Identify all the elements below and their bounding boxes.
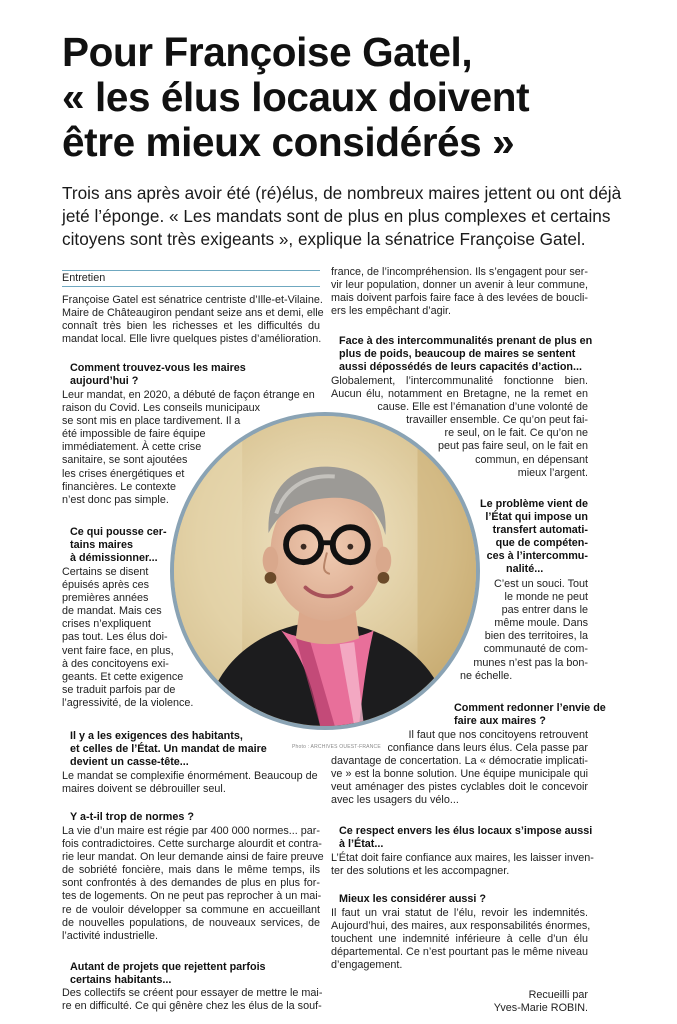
text-line: de mandat. Mais ces — [62, 605, 162, 618]
text-line: ers les empêchant d’agir. — [331, 305, 452, 318]
question-line: ces à l’intercommu- — [486, 550, 588, 563]
question-5 — [70, 961, 266, 987]
answer-5-continued — [331, 266, 588, 318]
text-line: Aucun élu, notamment en Bretagne, ne la remet en — [331, 388, 588, 401]
text-line: vir leur population, donner un avenir à leur commune, — [331, 279, 588, 292]
text-line: re de vouloir développer sa commune en accueillant — [62, 903, 320, 916]
text-line: Leur mandat, en 2020, a débuté de façon étrange en — [62, 389, 315, 401]
portrait-illustration — [174, 416, 476, 726]
text-line: fois contradictoires. Cette surcharge alourdit et contra- — [62, 838, 322, 851]
text-line: financières. Le contexte — [62, 480, 177, 493]
lead-line: jeté l’éponge. « Les mandats sont de plus en plus complexes et certains — [62, 206, 611, 226]
text-line: sanitaire, se sont ajoutées — [62, 454, 188, 467]
text-line: été impossible de faire équipe — [62, 428, 206, 441]
kicker-label: Entretien — [62, 272, 106, 284]
text-line: les crises énergétiques et — [62, 467, 185, 480]
text-line: à des concitoyens exi- — [62, 657, 169, 670]
question-4 — [70, 811, 194, 824]
text-line: pas entrer dans le — [501, 604, 588, 617]
text-line: veut aménager des pistes cyclables doit le concevoir — [331, 781, 588, 794]
question-line: faire aux maires ? — [454, 715, 546, 728]
text-line: rie leur mandat. On leur demande ainsi de faire preuve — [62, 851, 324, 864]
answer-9 — [331, 852, 594, 878]
text-line: tes de logements. On ne peut pas reprocher à un mai- — [62, 890, 322, 903]
text-line: Globalement, l’intercommunalité fonctionne bien. — [331, 375, 588, 387]
question-9 — [339, 825, 592, 851]
answer-4 — [62, 825, 324, 943]
question-7 — [470, 498, 588, 577]
text-line: premières années — [62, 592, 149, 605]
text-line: l’agressivité, de la violence. — [62, 696, 194, 709]
question-line: devient un casse-tête... — [70, 756, 189, 769]
answer-5 — [62, 987, 323, 1013]
question-line: Ce respect envers les élus locaux s’impose aussi — [339, 825, 593, 837]
question-line: à l’État... — [339, 838, 384, 851]
question-line: l’État qui impose un — [485, 511, 588, 524]
text-line: davantage de concertation. La « démocratie implicati- — [331, 755, 588, 768]
question-line: tains maires — [70, 539, 134, 552]
lead-paragraph — [62, 182, 622, 251]
text-line: france, de l’incompréhension. Ils s’engagent pour ser- — [331, 266, 588, 278]
kicker-rule-bottom — [62, 286, 320, 287]
text-line: maires doivent se débrouiller seul. — [62, 783, 226, 796]
text-line: Le mandat se complexifie énormément. Beaucoup de — [62, 770, 318, 782]
question-line: nalité... — [506, 563, 544, 576]
portrait-photo — [170, 412, 480, 730]
headline-line-2: « les élus locaux doivent — [62, 74, 530, 120]
question-line: Il y a les exigences des habitants, — [70, 730, 243, 742]
text-line: crises n’expliquent — [62, 618, 151, 631]
question-line: Autant de projets que rejettent parfois — [70, 961, 266, 973]
text-line: se sont mis en place tardivement. Il a — [62, 415, 241, 428]
text-line: bien des territoires, la — [484, 630, 588, 643]
text-line: Certains se disent — [62, 566, 149, 578]
text-line: de sobriété foncière, mais dans le même temps, ils — [62, 864, 320, 877]
text-line: geants. Et cette exigence — [62, 670, 184, 683]
question-line: Face à des intercommunalités prenant de plus en — [339, 335, 593, 347]
text-line: mieux l’argent. — [517, 466, 588, 479]
question-line: certains habitants... — [70, 974, 172, 987]
question-line: plus de poids, beaucoup de maires se sentent — [339, 348, 576, 361]
text-line: re en difficulté. Ce qui gênère chez les élus de la souf- — [62, 1000, 322, 1013]
question-line: transfert automati- — [492, 524, 588, 537]
text-line: Des collectifs se créent pour essayer de mettre le mai- — [62, 987, 323, 999]
text-line: sont confrontés à des demandes de plus en plus for- — [62, 877, 320, 890]
headline — [62, 30, 662, 165]
text-line: communauté de com- — [483, 643, 588, 656]
question-line: et celles de l’État. Un mandat de maire — [70, 743, 267, 756]
text-line: La vie d’un maire est régie par 400 000 normes... par- — [62, 825, 320, 837]
lead-line: Trois ans après avoir été (ré)élus, de nombreux maires jettent ou ont déjà — [62, 183, 622, 203]
question-line: Ce qui pousse cer- — [70, 526, 167, 538]
text-line: Françoise Gatel est sénatrice centriste d’Ille-et-Vilaine. — [62, 294, 323, 306]
text-line: munes n’est pas la bon- — [473, 656, 588, 669]
question-line: Le problème vient de — [480, 498, 588, 510]
text-line: vent faire face, en plus, — [62, 644, 174, 657]
text-line: pas tout. Les élus doi- — [62, 631, 168, 644]
text-line: Aujourd’hui, des maires, aux responsabilités énormes, — [331, 920, 591, 933]
text-line: immédiatement. À cette crise — [62, 441, 202, 454]
question-6 — [339, 335, 592, 374]
text-line: cause. Elle est l’émanation d’une volonté de — [377, 401, 588, 414]
signature-line: Yves-Marie ROBIN. — [493, 1002, 588, 1015]
answer-3 — [62, 770, 320, 796]
question-8 — [454, 702, 606, 728]
question-line: Mieux les considérer aussi ? — [339, 893, 487, 905]
text-line: re seul, on le fait. Ce qu’on ne — [444, 427, 588, 440]
question-3 — [70, 730, 267, 769]
photo-credit: Photo : ARCHIVES OUEST-FRANCE — [292, 744, 381, 750]
text-line: mandat local. Elle livre quelques pistes d’amélioration. — [62, 333, 322, 346]
text-line: ve » est la bonne solution. Une équipe municipale qui — [331, 768, 588, 781]
question-2 — [70, 526, 167, 565]
text-line: connaît très bien les richesses et les difficultés du — [62, 320, 320, 333]
text-line: confiance dans leurs élus. Cela passe par — [387, 742, 588, 755]
text-line: même moule. Dans — [494, 617, 588, 630]
text-line: travailler ensemble. Ce qu’on peut fai- — [406, 414, 588, 427]
text-line: d’engagement. — [331, 959, 403, 972]
text-line: raison du Covid. Les conseils municipaux — [62, 402, 261, 415]
headline-line-1: Pour Françoise Gatel, — [62, 29, 473, 75]
text-line: départemental. Ce n’est pourtant pas le même niveau — [331, 946, 588, 959]
text-line: Il faut un vrai statut de l’élu, revoir les indemnités. — [331, 907, 588, 919]
text-line: ter des solutions et les accompagner. — [331, 865, 510, 878]
question-line: à démissionner... — [70, 552, 158, 565]
text-line: L’État doit faire confiance aux maires, les laisser inven- — [331, 852, 594, 864]
text-line: peut pas faire seul, on le fait en — [437, 440, 588, 453]
question-1 — [70, 362, 246, 388]
text-line: de nouvelles populations, de nouveaux services, de — [62, 916, 320, 929]
text-line: se traduit parfois par de — [62, 683, 176, 696]
question-line: Y a-t-il trop de normes ? — [70, 811, 194, 823]
signature — [470, 989, 588, 1015]
answer-7 — [460, 578, 588, 683]
lead-line: citoyens sont très exigeants », explique la sénatrice Françoise Gatel. — [62, 229, 586, 249]
kicker-rule-top — [62, 270, 320, 271]
text-line: épuisés après ces — [62, 579, 150, 592]
text-line: ne échelle. — [460, 669, 513, 682]
text-line: l’activité industrielle. — [62, 929, 159, 942]
intro-paragraph — [62, 294, 324, 346]
headline-line-3: être mieux considérés » — [62, 119, 515, 165]
text-line: commun, en dépensant — [475, 453, 588, 466]
text-line: Il faut que nos concitoyens retrouvent — [408, 729, 588, 741]
text-line: n’est donc pas simple. — [62, 493, 169, 506]
question-10 — [339, 893, 486, 906]
question-line: Comment trouvez-vous les maires — [70, 362, 246, 374]
text-line: avec les usagers du vélo... — [331, 794, 459, 807]
answer-8 — [331, 729, 588, 808]
text-line: Maire de Châteaugiron pendant seize ans et demi, elle — [62, 307, 324, 320]
text-line: le monde ne peut — [504, 591, 588, 604]
text-line: touchent une indemnité inférieure à celle d’un élu — [331, 933, 588, 946]
question-line: que de compéten- — [495, 537, 588, 550]
question-line: aussi dépossédés de leurs capacités d’action... — [339, 361, 583, 374]
question-line: Comment redonner l’envie de — [454, 702, 606, 714]
text-line: C’est un souci. Tout — [493, 578, 588, 590]
signature-line: Recueilli par — [528, 989, 588, 1001]
text-line: mais doivent parfois faire face à des levées de boucli- — [331, 292, 588, 305]
answer-10 — [331, 907, 591, 972]
question-line: aujourd’hui ? — [70, 375, 139, 388]
